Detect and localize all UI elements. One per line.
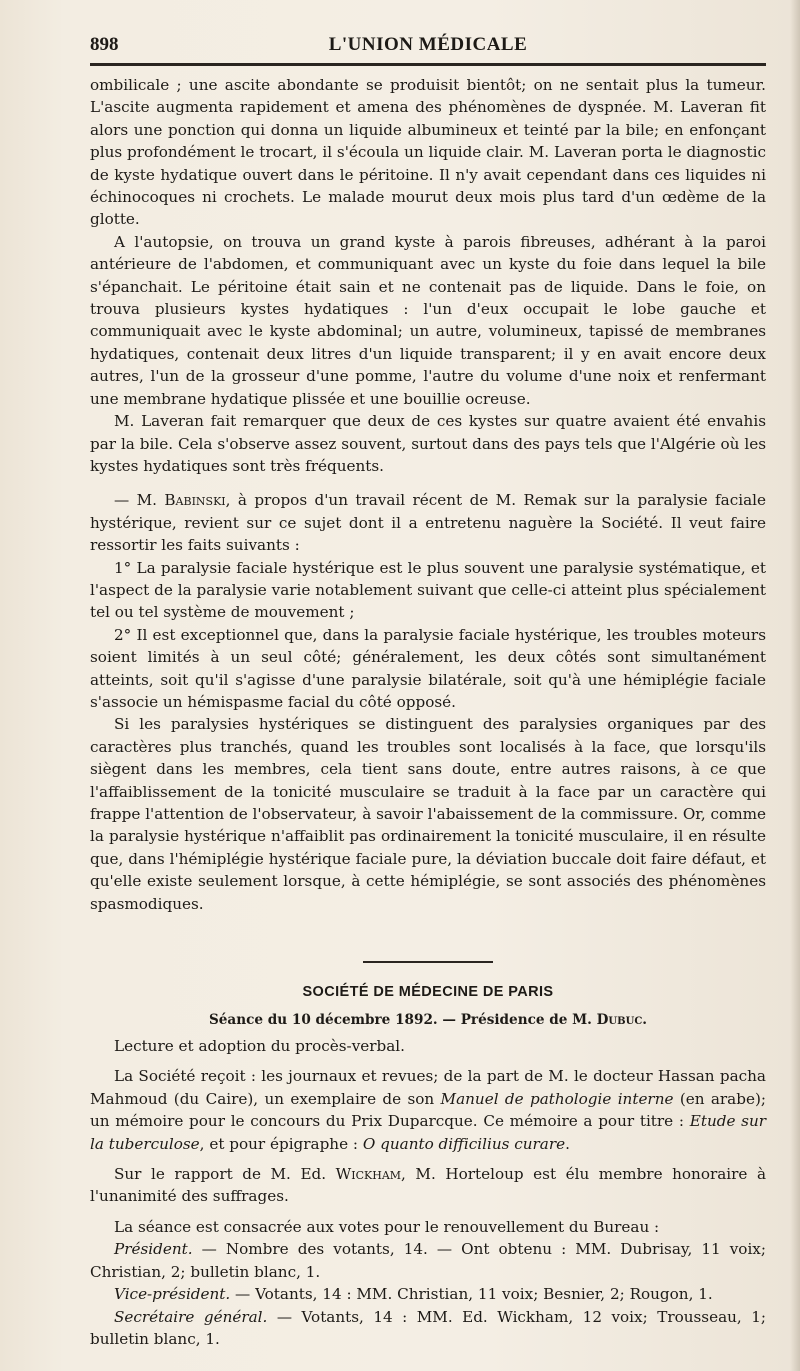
text-fragment: , M. Horteloup est élu membre honoraire à l'unanimité des suffrages. <box>90 1165 766 1206</box>
book-title: Manuel de pathologie interne <box>440 1089 674 1108</box>
text-fragment: Sur le rapport de M. Ed. <box>114 1165 336 1184</box>
vote-label: Vice-président. <box>114 1285 231 1304</box>
text-fragment: . <box>642 1012 648 1029</box>
page-number: 898 <box>90 34 119 55</box>
rapporteur-name: Wickham <box>335 1165 402 1184</box>
paragraph-point-1: 1° La paralysie faciale hystérique est le plus souvent une paralysie systématique, et l'aspect de la paralysie varie notablement suivant que celle-ci atteint plus spécialement tel ou tel système de mouvement ; <box>90 558 766 622</box>
text-fragment: , à propos d'un travail récent de M. Remak sur la paralysie faciale hystérique, revient sur ce sujet dont il a entretenu naguère la Société. Il veut faire ressortir les faits suivants : <box>90 491 766 555</box>
running-title: L'UNION MÉDICALE <box>328 34 528 55</box>
vote-president <box>90 1238 766 1283</box>
text-fragment: . <box>565 1134 570 1153</box>
paragraph-lecture: Lecture et adoption du procès-verbal. <box>114 1037 405 1056</box>
paragraph-paralysies: Si les paralysies hystériques se distinguent des paralysies organiques par des caractères plus tranchés, quand les troubles sont localisés à la face, que lorsqu'ils siègent dans les membres, cela tient sans doute, entre autres raisons, à ce que l'affaiblissement de la tonicité musculaire se traduit à la face par un caractère qui frappe l'attention de l'observateur, à savoir l'abaissement de la commissure. Or, comme la paralysie hystérique n'affaiblit pas ordinairement la tonicité musculaire, il en résulte que, dans l'hémiplégie hystérique faciale pure, la déviation buccale doit faire défaut, et qu'elle existe seulement lorsque, à cette hémiplégie, se sont associés des phénomènes spasmodiques. <box>90 715 766 913</box>
text-fragment: — M. <box>114 491 165 510</box>
paragraph-ascite: ombilicale ; une ascite abondante se produisit bientôt; on ne sentait plus la tumeur. L'ascite augmenta rapidement et amena des phénomènes de dyspnée. M. Laveran fit alors une ponction qui donna un liquide albumineux et teinté par la bile; en enfonçant plus profondément le trocart, il s'écoula un liquide clair. M. Laveran porta le diagnostic de kyste hydatique ouvert dans le péritoine. Il n'y avait cependant dans ces liquides ni échinocoques ni crochets. Le malade mourut deux mois plus tard d'un œdème de la glotte. <box>90 76 766 229</box>
paragraph-point-2: 2° Il est exceptionnel que, dans la paralysie faciale hystérique, les troubles moteurs soient limités à un seul côté; généralement, les deux côtés sont simultanément atteints, soit qu'il s'agisse d'une paralysie bilatérale, soit qu'à une hémiplégie faciale s'associe un hémispasme facial du côté opposé. <box>90 625 766 711</box>
paragraph-babinski <box>90 489 766 556</box>
memoir-title: Etude sur la tuberculose <box>90 1112 766 1153</box>
spacer <box>90 1057 766 1065</box>
vote-label: Président. <box>114 1240 193 1259</box>
vote-text: — Votants, 14 : MM. Christian, 11 voix; Besnier, 2; Rougon, 1. <box>230 1285 713 1304</box>
paragraph-seance: La séance est consacrée aux votes pour le renouvellement du Bureau : <box>114 1217 660 1236</box>
spacer <box>90 1155 766 1163</box>
vote-text: — Nombre des votants, 14. — Ont obtenu : MM. Dubrisay, 11 voix; Christian, 2; bulletin blanc, 1. <box>90 1240 766 1281</box>
vote-text: — Votants, 14 : MM. Ed. Wickham, 12 voix; Trousseau, 1; bulletin blanc, 1. <box>90 1307 766 1348</box>
vote-label: Secrétaire général. <box>114 1307 268 1326</box>
president-name: Dubuc <box>596 1012 643 1029</box>
page-edge-shadow <box>790 0 800 1371</box>
spacer <box>90 1208 766 1216</box>
spacer <box>90 963 766 981</box>
section-title: SOCIÉTÉ DE MÉDECINE DE PARIS <box>302 984 554 1001</box>
spacer <box>90 915 766 961</box>
text-fragment: La Société reçoit : les journaux et revues; de la part de M. le docteur Hassan pacha Mahmoud (du Caire), un exemplaire de son <box>90 1067 766 1108</box>
text-fragment: , et pour épigraphe : <box>199 1134 363 1153</box>
header-rule <box>90 63 766 66</box>
paragraph-recoit <box>90 1065 766 1155</box>
article-body <box>90 74 766 1350</box>
paragraph-autopsie: A l'autopsie, on trouva un grand kyste à parois fibreuses, adhérant à la paroi antérieure de l'abdomen, et communiquant avec un kyste du foie dans lequel la bile s'épanchait. Le péritoine était sain et ne contenait pas de liquide. Dans le foie, on trouva plusieurs kystes hydatiques : l'un d'eux occupait le lobe gauche et communiquait avec le kyste abdominal; un autre, volumineux, tapissé de membranes hydatiques, contenait deux litres d'un liquide transparent; il y en avait encore deux autres, l'un de la grosseur d'une pomme, l'autre du volume d'une noix et renfermant une membrane hydatique plissée et une bouillie ocreuse. <box>90 232 766 408</box>
paragraph-rapport <box>90 1163 766 1208</box>
paragraph-laveran-remarque: M. Laveran fait remarquer que deux de ces kystes sur quatre avaient été envahis par la bile. Cela s'observe assez souvent, surtout dans des pays tels que l'Algérie où les kystes hydatiques sont très fréquents. <box>90 412 766 475</box>
page-header <box>90 34 766 58</box>
text-fragment: (en arabe); un mémoire pour le concours du Prix Duparcque. Ce mémoire a pour titre : <box>90 1089 766 1131</box>
spacer <box>90 477 766 489</box>
vote-vice-president <box>90 1283 766 1305</box>
text-fragment: Séance du 10 décembre 1892. — Présidence de M. <box>208 1012 597 1029</box>
session-line <box>90 1009 766 1031</box>
epigraph: O quanto difficilius curare <box>362 1134 566 1153</box>
author-name: Babinski <box>164 491 226 510</box>
vote-secretaire-general <box>90 1306 766 1351</box>
